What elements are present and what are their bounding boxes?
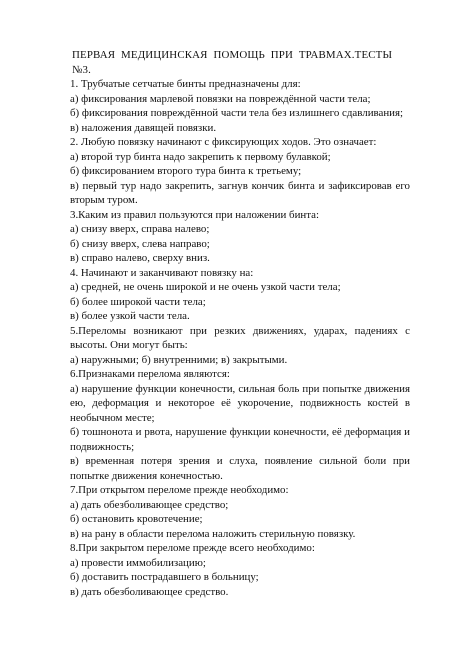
- answer-option: а) наружными; б) внутренними; в) закрытыми.: [70, 353, 288, 366]
- answer-option: в) временная потеря зрения и слуха, появление сильной боли при попытке движения конечностью.: [70, 455, 410, 482]
- question-text: 2. Любую повязку начинают с фиксирующих ходов. Это означает:: [70, 136, 377, 148]
- answer-option: б) фиксирования повреждённой части тела без излишнего сдавливания;: [70, 107, 404, 119]
- answer-option: б) снизу вверх, слева направо;: [70, 237, 210, 250]
- question-text: 3.Каким из правил пользуются при наложении бинта:: [70, 208, 320, 221]
- answer-option: а) провести иммобилизацию;: [70, 556, 206, 569]
- document-title: ПЕРВАЯ МЕДИЦИНСКАЯ ПОМОЩЬ ПРИ ТРАВМАХ.ТЕСТЫ №3.: [72, 49, 393, 76]
- answer-option: в) на рану в области перелома наложить стерильную повязку.: [70, 527, 356, 540]
- answer-option: а) нарушение функции конечности, сильная боль при попытке движения ею, деформация и некоторое её укорочение, подвижность костей в необычном месте;: [70, 382, 410, 424]
- answer-option: в) первый тур надо закрепить, загнув кончик бинта и зафиксировав его вторым туром.: [70, 179, 410, 206]
- answer-option: б) фиксированием второго тура бинта к третьему;: [70, 165, 302, 177]
- question-block-3: [70, 208, 410, 266]
- question-block-7: [70, 483, 410, 541]
- question-block-2: [70, 135, 410, 208]
- question-text: 7.При открытом переломе прежде необходимо:: [70, 484, 289, 496]
- question-text: 4. Начинают и заканчивают повязку на:: [70, 266, 254, 279]
- question-block-8: [70, 541, 410, 599]
- answer-option: в) справо налево, сверху вниз.: [70, 252, 210, 264]
- document-page: [70, 48, 410, 599]
- answer-option: а) фиксирования марлевой повязки на повреждённой части тела;: [70, 92, 371, 105]
- answer-option: а) второй тур бинта надо закрепить к первому булавкой;: [70, 150, 331, 163]
- question-block-6: [70, 367, 410, 483]
- answer-option: в) наложения давящей повязки.: [70, 121, 217, 134]
- answer-option: в) дать обезболивающее средство.: [70, 585, 229, 598]
- answer-option: б) тошнонота и рвота, нарушение функции конечности, её деформация и подвижность;: [70, 426, 410, 453]
- question-text: 6.Признаками перелома являются:: [70, 368, 230, 380]
- question-block-1: [70, 77, 410, 135]
- answer-option: а) дать обезболивающее средство;: [70, 498, 229, 511]
- answer-option: б) более широкой части тела;: [70, 295, 206, 308]
- answer-option: а) снизу вверх, справа налево;: [70, 223, 210, 235]
- question-block-5: [70, 324, 410, 368]
- question-block-4: [70, 266, 410, 324]
- question-text: 1. Трубчатые сетчатые бинты предназначены для:: [70, 78, 301, 90]
- answer-option: б) остановить кровотечение;: [70, 513, 203, 525]
- answer-option: б) доставить пострадавшего в больницу;: [70, 571, 259, 583]
- answer-option: в) более узкой части тела.: [70, 310, 190, 322]
- question-text: 5.Переломы возникают при резких движениях, ударах, падениях с высоты. Они могут быть:: [70, 324, 410, 351]
- answer-option: а) средней, не очень широкой и не очень узкой части тела;: [70, 281, 341, 293]
- question-text: 8.При закрытом переломе прежде всего необходимо:: [70, 542, 315, 554]
